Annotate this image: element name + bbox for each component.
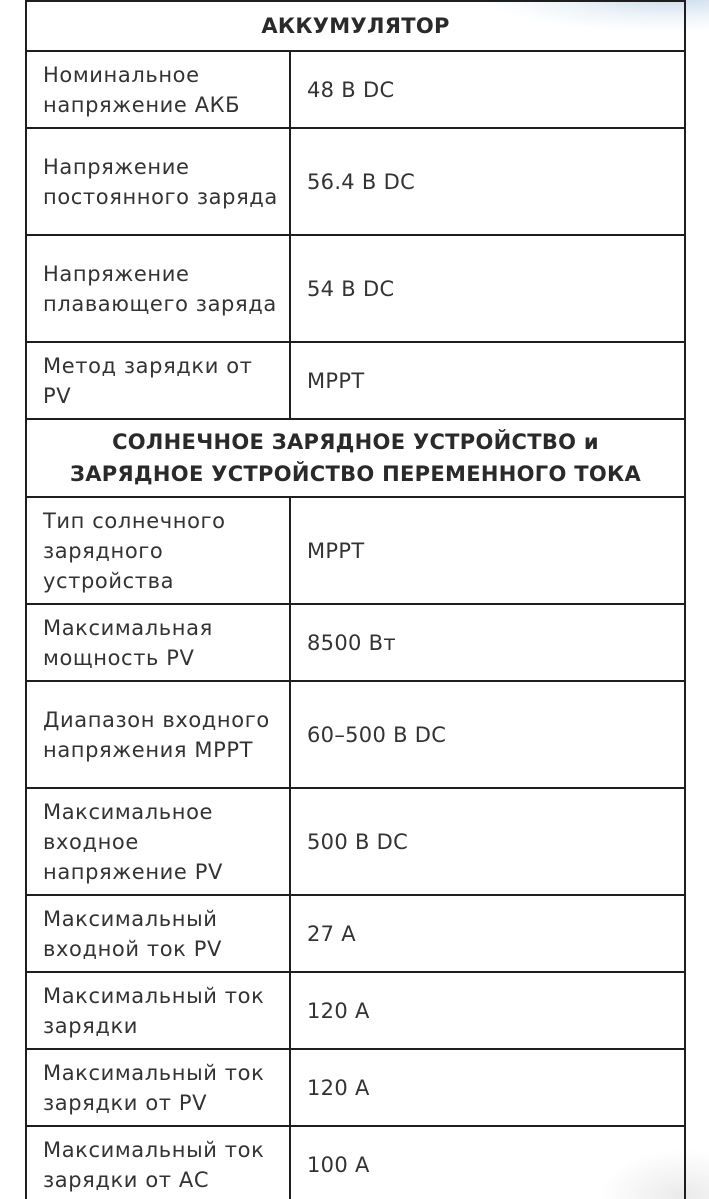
row-value: 27 А <box>290 895 685 972</box>
table-row <box>26 497 685 604</box>
table-row <box>26 604 685 681</box>
section-title-solar-charger: СОЛНЕЧНОЕ ЗАРЯДНОЕ УСТРОЙСТВО и ЗАРЯДНОЕ УСТРОЙСТВО ПЕРЕМЕННОГО ТОКА <box>26 419 685 497</box>
row-label: Максимальный ток зарядки от АС <box>26 1126 290 1199</box>
row-value: 48 В DC <box>290 51 685 128</box>
spec-table <box>25 0 686 1199</box>
table-row <box>26 895 685 972</box>
row-label: Максимальное входное напряжение PV <box>26 788 290 895</box>
row-label: Метод зарядки от PV <box>26 342 290 419</box>
table-row <box>26 51 685 128</box>
row-label: Тип солнечного зарядного устройства <box>26 497 290 604</box>
row-label: Напряжение постоянного заряда <box>26 128 290 235</box>
row-value: MPPT <box>290 342 685 419</box>
table-row <box>26 342 685 419</box>
row-value: 500 В DC <box>290 788 685 895</box>
row-value: 100 А <box>290 1126 685 1199</box>
table-row <box>26 788 685 895</box>
section-header-row <box>26 1 685 51</box>
table-row <box>26 1049 685 1126</box>
row-value: 120 А <box>290 1049 685 1126</box>
row-value: 8500 Вт <box>290 604 685 681</box>
table-row <box>26 681 685 788</box>
table-row <box>26 128 685 235</box>
row-label: Максимальный ток зарядки <box>26 972 290 1049</box>
row-label: Напряжение плавающего заряда <box>26 235 290 342</box>
row-value: 60–500 В DC <box>290 681 685 788</box>
row-label: Максимальная мощность PV <box>26 604 290 681</box>
table-row <box>26 1126 685 1199</box>
row-value: MPPT <box>290 497 685 604</box>
table-row <box>26 972 685 1049</box>
row-label: Номинальное напряжение АКБ <box>26 51 290 128</box>
row-label: Максимальный входной ток PV <box>26 895 290 972</box>
section-header-row <box>26 419 685 497</box>
row-value: 56.4 В DC <box>290 128 685 235</box>
table-row <box>26 235 685 342</box>
row-label: Максимальный ток зарядки от PV <box>26 1049 290 1126</box>
row-value: 54 В DC <box>290 235 685 342</box>
row-label: Диапазон входного напряжения MPPT <box>26 681 290 788</box>
section-title-battery: АККУМУЛЯТОР <box>26 1 685 51</box>
row-value: 120 А <box>290 972 685 1049</box>
